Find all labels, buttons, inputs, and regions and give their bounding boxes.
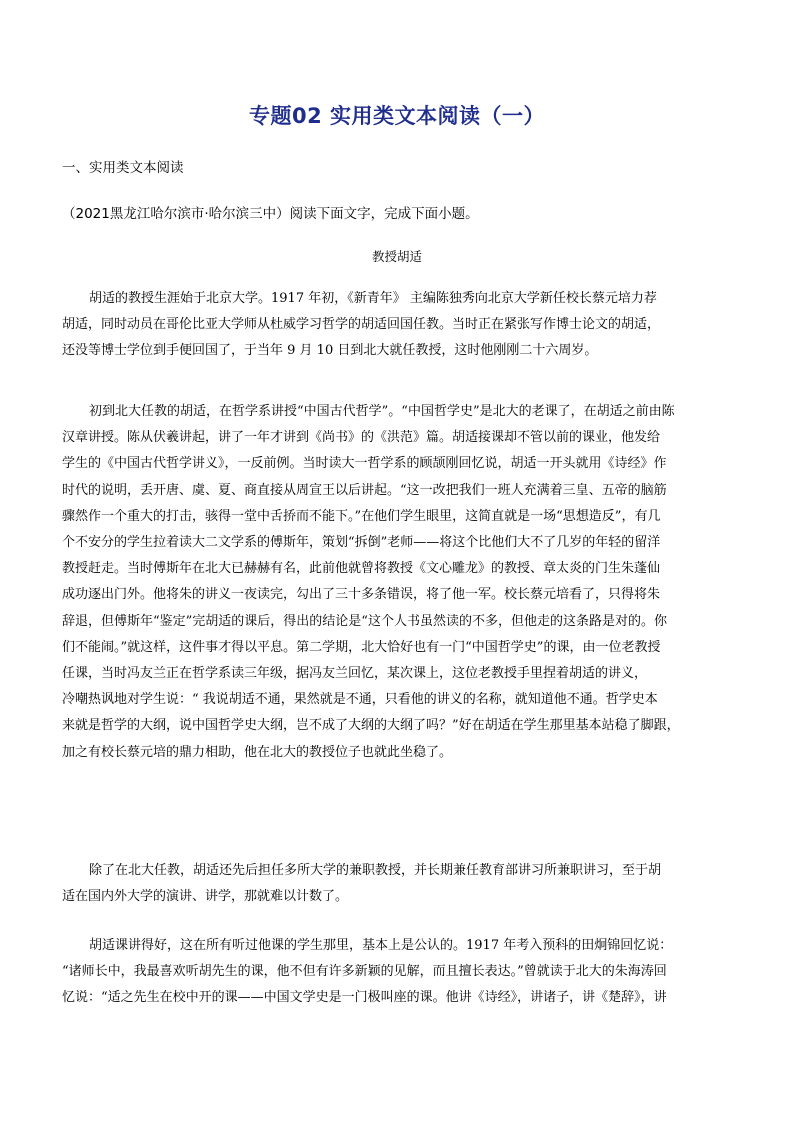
paragraph-line: 教授赶走。当时傅斯年在北大已赫赫有名，此前他就曾将教授《文心雕龙》的教授、章太炎的门生朱蓬仙 [62,561,661,577]
paragraph-line: 成功逐出门外。他将朱的讲义一夜读完，勾出了三十多条错误，将了他一军。校长蔡元培看了，只得将朱 [62,587,661,603]
paragraph-line: 辞退，但傅斯年“鉴定”完胡适的课后，得出的结论是“这个人书虽然读的不多，但他走的这条路是对的。你 [62,613,667,629]
article-paragraph-3 [62,858,734,910]
paragraph-line: 还没等博士学位到手便回国了，于当年 9 月 10 日到北大就任教授，这时他刚刚二十六周岁。 [62,343,598,359]
paragraph-line: 适在国内外大学的演讲、讲学，那就难以计数了。 [62,889,349,905]
paragraph-line: 任课，当时冯友兰正在哲学系读三年级，据冯友兰回忆，某次课上，这位老教授手里捏着胡适的讲义， [62,666,648,682]
paragraph-line: 学生的《中国古代哲学讲义》，一反前例。当时读大一哲学系的顾颉刚回忆说，胡适一开头就用《诗经》作 [62,456,667,472]
question-source-line: （2021黑龙江哈尔滨市·哈尔滨三中）阅读下面文字，完成下面小题。 [62,206,479,222]
article-paragraph-1 [62,286,734,365]
paragraph-line: 们不能闹。”就这样，这件事才得以平息。第二学期，北大恰好也有一门“中国哲学史”的课，由一位老教授 [62,639,661,655]
article-title: 教授胡适 [371,249,422,264]
paragraph-line: 个不安分的学生拉着读大二文学系的傅斯年，策划“拆倒”老师——将这个比他们大不了几岁的年轻的留洋 [62,535,661,551]
article-paragraph-2 [62,399,734,766]
paragraph-line: 来就是哲学的大纲，说中国哲学史大纲，岂不成了大纲的大纲了吗？”好在胡适在学生那里基本站稳了脚跟， [62,718,680,734]
paragraph-line: 胡适，同时动员在哥伦比亚大学师从杜威学习哲学的胡适回国任教。当时正在紧张写作博士论文的胡适， [62,317,661,333]
paragraph-line: 初到北大任教的胡适，在哲学系讲授“中国古代哲学”。“中国哲学史”是北大的老课了，在胡适之前由陈 [89,404,675,419]
paragraph-line: 时代的说明，丢开唐、虞、夏、商直接从周宣王以后讲起。“这一改把我们一班人充满着三皇、五帝的脑筋 [62,482,667,498]
paragraph-line: 胡适的教授生涯始于北京大学。1917 年初，《新青年》 主编陈独秀向北京大学新任校长蔡元培力荐 [89,291,657,306]
paragraph-line: 除了在北大任教，胡适还先后担任多所大学的兼职教授，并长期兼任教育部讲习所兼职讲习，至于胡 [89,863,662,878]
paragraph-line: 加之有校长蔡元培的鼎力相助，他在北大的教授位子也就此坐稳了。 [62,744,453,760]
paragraph-line: 胡适课讲得好，这在所有听过他课的学生那里，基本上是公认的。1917 年考入预科的田炯锦回忆说： [89,938,673,953]
paragraph-line: “诸师长中，我最喜欢听胡先生的课，他不但有许多新颖的见解，而且擅长表达。”曾就读于北大的朱海涛回 [62,964,667,980]
page-title: 专题02 实用类文本阅读（一） [248,104,546,128]
paragraph-line: 冷嘲热讽地对学生说：“ 我说胡适不通，果然就是不通，只看他的讲义的名称，就知道他不通。哲学史本 [62,692,658,708]
paragraph-line: 骤然作一个重大的打击，骇得一堂中舌挢而不能下。”在他们学生眼里，这简直就是一场“思想造反”，有几 [62,508,661,524]
paragraph-line: 汉章讲授。陈从伏羲讲起，讲了一年才讲到《尚书》的《洪范》篇。胡适接课却不管以前的课业，他发给 [62,430,661,446]
section-heading: 一、实用类文本阅读 [62,160,184,176]
paragraph-line: 忆说：“适之先生在校中开的课——中国文学史是一门极叫座的课。他讲《诗经》，讲诸子，讲《楚辞》，讲 [62,990,667,1006]
article-paragraph-4 [62,933,734,1012]
